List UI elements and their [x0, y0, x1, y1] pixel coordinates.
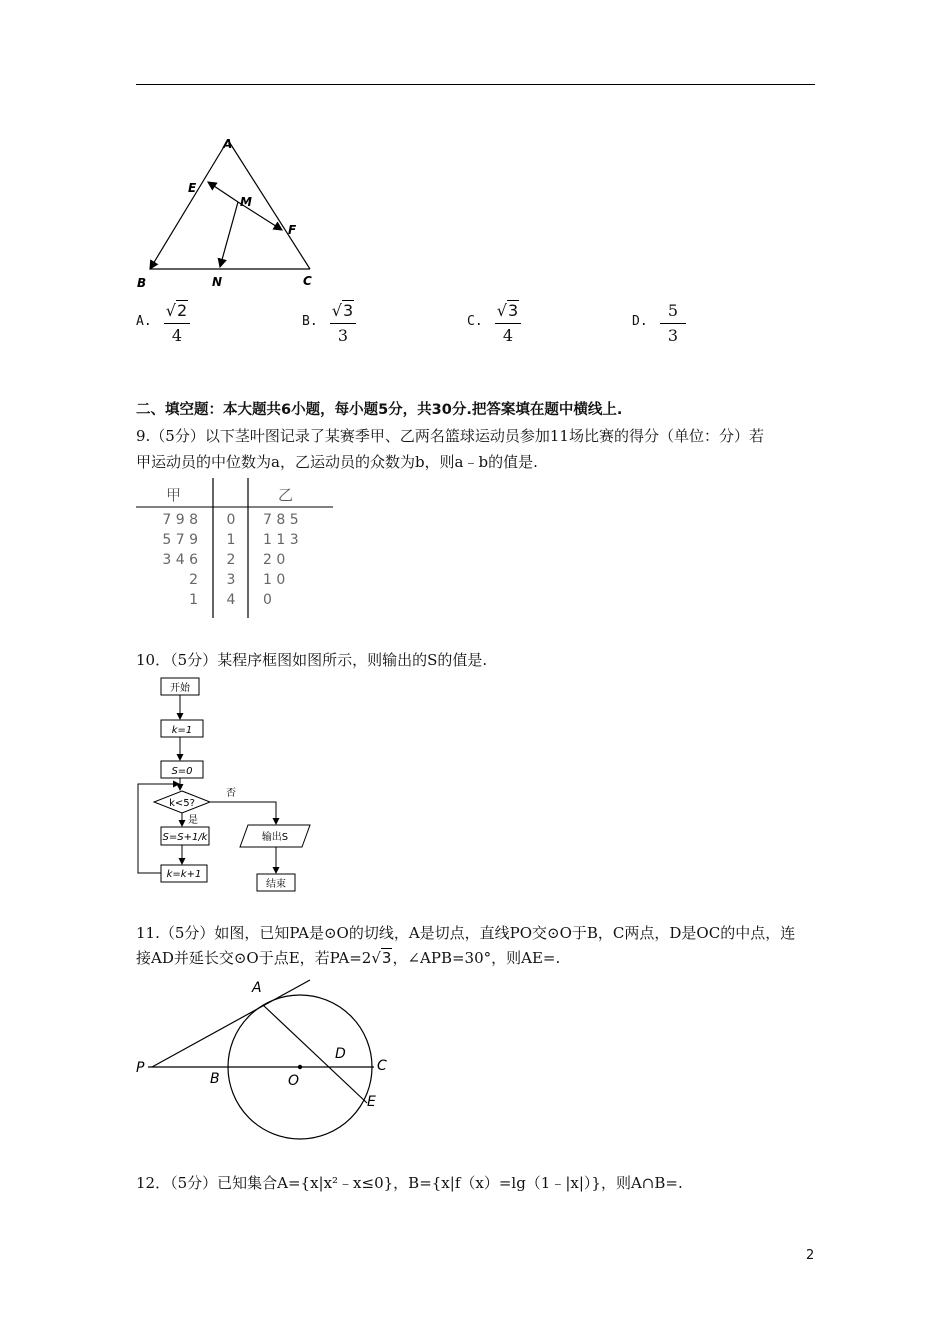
- q11-radicand: 3: [381, 949, 392, 967]
- option-d-fraction: [658, 300, 688, 347]
- label-m: M: [240, 195, 252, 209]
- no-label: 否: [226, 788, 236, 799]
- update-s-label: S=S+1/k: [162, 832, 208, 843]
- label-b-circle: B: [210, 1071, 220, 1087]
- stem-leaf-row-4-stem: 4: [226, 592, 236, 608]
- header-rule: [136, 84, 815, 85]
- label-a: A: [223, 137, 233, 151]
- q11-line2: 接AD并延长交⊙O于点E，若PA=2√3，∠APB=30°，则AE=.: [136, 949, 561, 967]
- option-c-numerator: 3: [508, 301, 519, 320]
- option-d-numerator: 5: [667, 301, 679, 320]
- stem-leaf-row-4-right: 0: [263, 592, 272, 608]
- option-a-numerator: 2: [177, 301, 188, 320]
- header-jia: 甲: [166, 486, 182, 504]
- q11-line2-post: ，∠APB=30°，则AE=.: [392, 949, 561, 967]
- label-a-circle: A: [252, 980, 262, 996]
- stem-leaf-row-0-left: 7 9 8: [162, 512, 198, 528]
- option-a-label: A.: [136, 314, 152, 329]
- circle-figure: [130, 976, 410, 1148]
- vector-mn: [220, 202, 238, 267]
- q11-line1: 11.（5分）如图，已知PA是⊙O的切线，A是切点，直线PO交⊙O于B，C两点，D是OC的中点，连: [136, 924, 796, 942]
- option-c-label: C.: [467, 314, 483, 329]
- output-label: 输出S: [261, 832, 289, 843]
- q11-line2-pre: 接AD并延长交⊙O于点E，若PA=2: [136, 949, 372, 967]
- option-b-label: B.: [302, 314, 318, 329]
- stem-leaf-row-1-stem: 1: [226, 532, 236, 548]
- label-d: D: [335, 1046, 346, 1062]
- option-a-fraction: √2 4: [162, 300, 192, 347]
- s-init-label: S=0: [171, 766, 193, 777]
- option-b-numerator: 3: [343, 301, 354, 320]
- q9-line1: 9.（5分）以下茎叶图记录了某赛季甲、乙两名篮球运动员参加11场比赛的得分（单位：分）若: [136, 427, 764, 445]
- update-k-label: k=k+1: [166, 869, 202, 880]
- end-label: 结束: [266, 879, 286, 890]
- stem-leaf-row-2-left: 3 4 6: [162, 552, 198, 568]
- label-p: P: [136, 1060, 145, 1076]
- q12-text: 12．（5分）已知集合A={x|x²﹣x≤0}，B={x|f（x）=lg（1﹣|x|）}，则A∩B=.: [136, 1174, 683, 1192]
- stem-leaf-row-3-left: 2: [189, 572, 198, 588]
- option-c[interactable]: [467, 300, 567, 348]
- stem-leaf-plot: [136, 478, 336, 618]
- stem-leaf-row-1-left: 5 7 9: [162, 532, 198, 548]
- stem-leaf-row-3-stem: 3: [226, 572, 236, 588]
- label-o: O: [288, 1073, 300, 1089]
- q10-text: 10．（5分）某程序框图如图所示，则输出的S的值是.: [136, 651, 488, 669]
- header-yi: 乙: [278, 486, 294, 504]
- side-ab: [150, 140, 228, 269]
- option-b[interactable]: [302, 300, 402, 348]
- label-e-circle: E: [367, 1094, 376, 1110]
- condition-label: k<5?: [169, 798, 195, 809]
- stem-leaf-row-3-right: 1 0: [263, 572, 286, 588]
- stem-leaf-row-0-right: 7 8 5: [263, 512, 299, 528]
- chord-ae: [263, 1005, 367, 1103]
- option-a[interactable]: [136, 300, 236, 348]
- k-init-label: k=1: [171, 725, 193, 736]
- label-c: C: [303, 274, 312, 288]
- option-d[interactable]: [632, 300, 732, 348]
- option-d-denominator: 3: [667, 326, 679, 345]
- stem-leaf-row-2-stem: 2: [226, 552, 236, 568]
- option-a-denominator: 4: [171, 326, 183, 345]
- label-e: E: [188, 181, 197, 195]
- start-label: 开始: [170, 683, 190, 694]
- option-c-denominator: 4: [502, 326, 514, 345]
- stem-leaf-row-1-right: 1 1 3: [263, 532, 299, 548]
- yes-label: 是: [188, 815, 198, 826]
- stem-leaf-row-2-right: 2 0: [263, 552, 286, 568]
- triangle-figure: [130, 130, 350, 295]
- stem-leaf-row-4-left: 1: [189, 592, 198, 608]
- option-d-label: D.: [632, 314, 648, 329]
- center-dot: [298, 1065, 302, 1069]
- tangent-pa: [152, 980, 310, 1067]
- option-b-denominator: 3: [337, 326, 349, 345]
- label-b: B: [137, 276, 147, 290]
- label-c-circle: C: [377, 1058, 387, 1074]
- label-f: F: [288, 223, 297, 237]
- option-b-fraction: √3 3: [328, 300, 358, 347]
- vector-me: [208, 182, 238, 202]
- option-c-fraction: √3 4: [493, 300, 523, 347]
- page-number: 2: [806, 1248, 815, 1263]
- flowchart: [130, 672, 330, 902]
- section2-heading: 二、填空题：本大题共6小题，每小题5分，共30分.把答案填在题中横线上.: [136, 402, 623, 418]
- stem-leaf-row-0-stem: 0: [226, 512, 236, 528]
- q9-line2: 甲运动员的中位数为a，乙运动员的众数为b，则a﹣b的值是.: [136, 453, 538, 471]
- label-n: N: [212, 275, 223, 289]
